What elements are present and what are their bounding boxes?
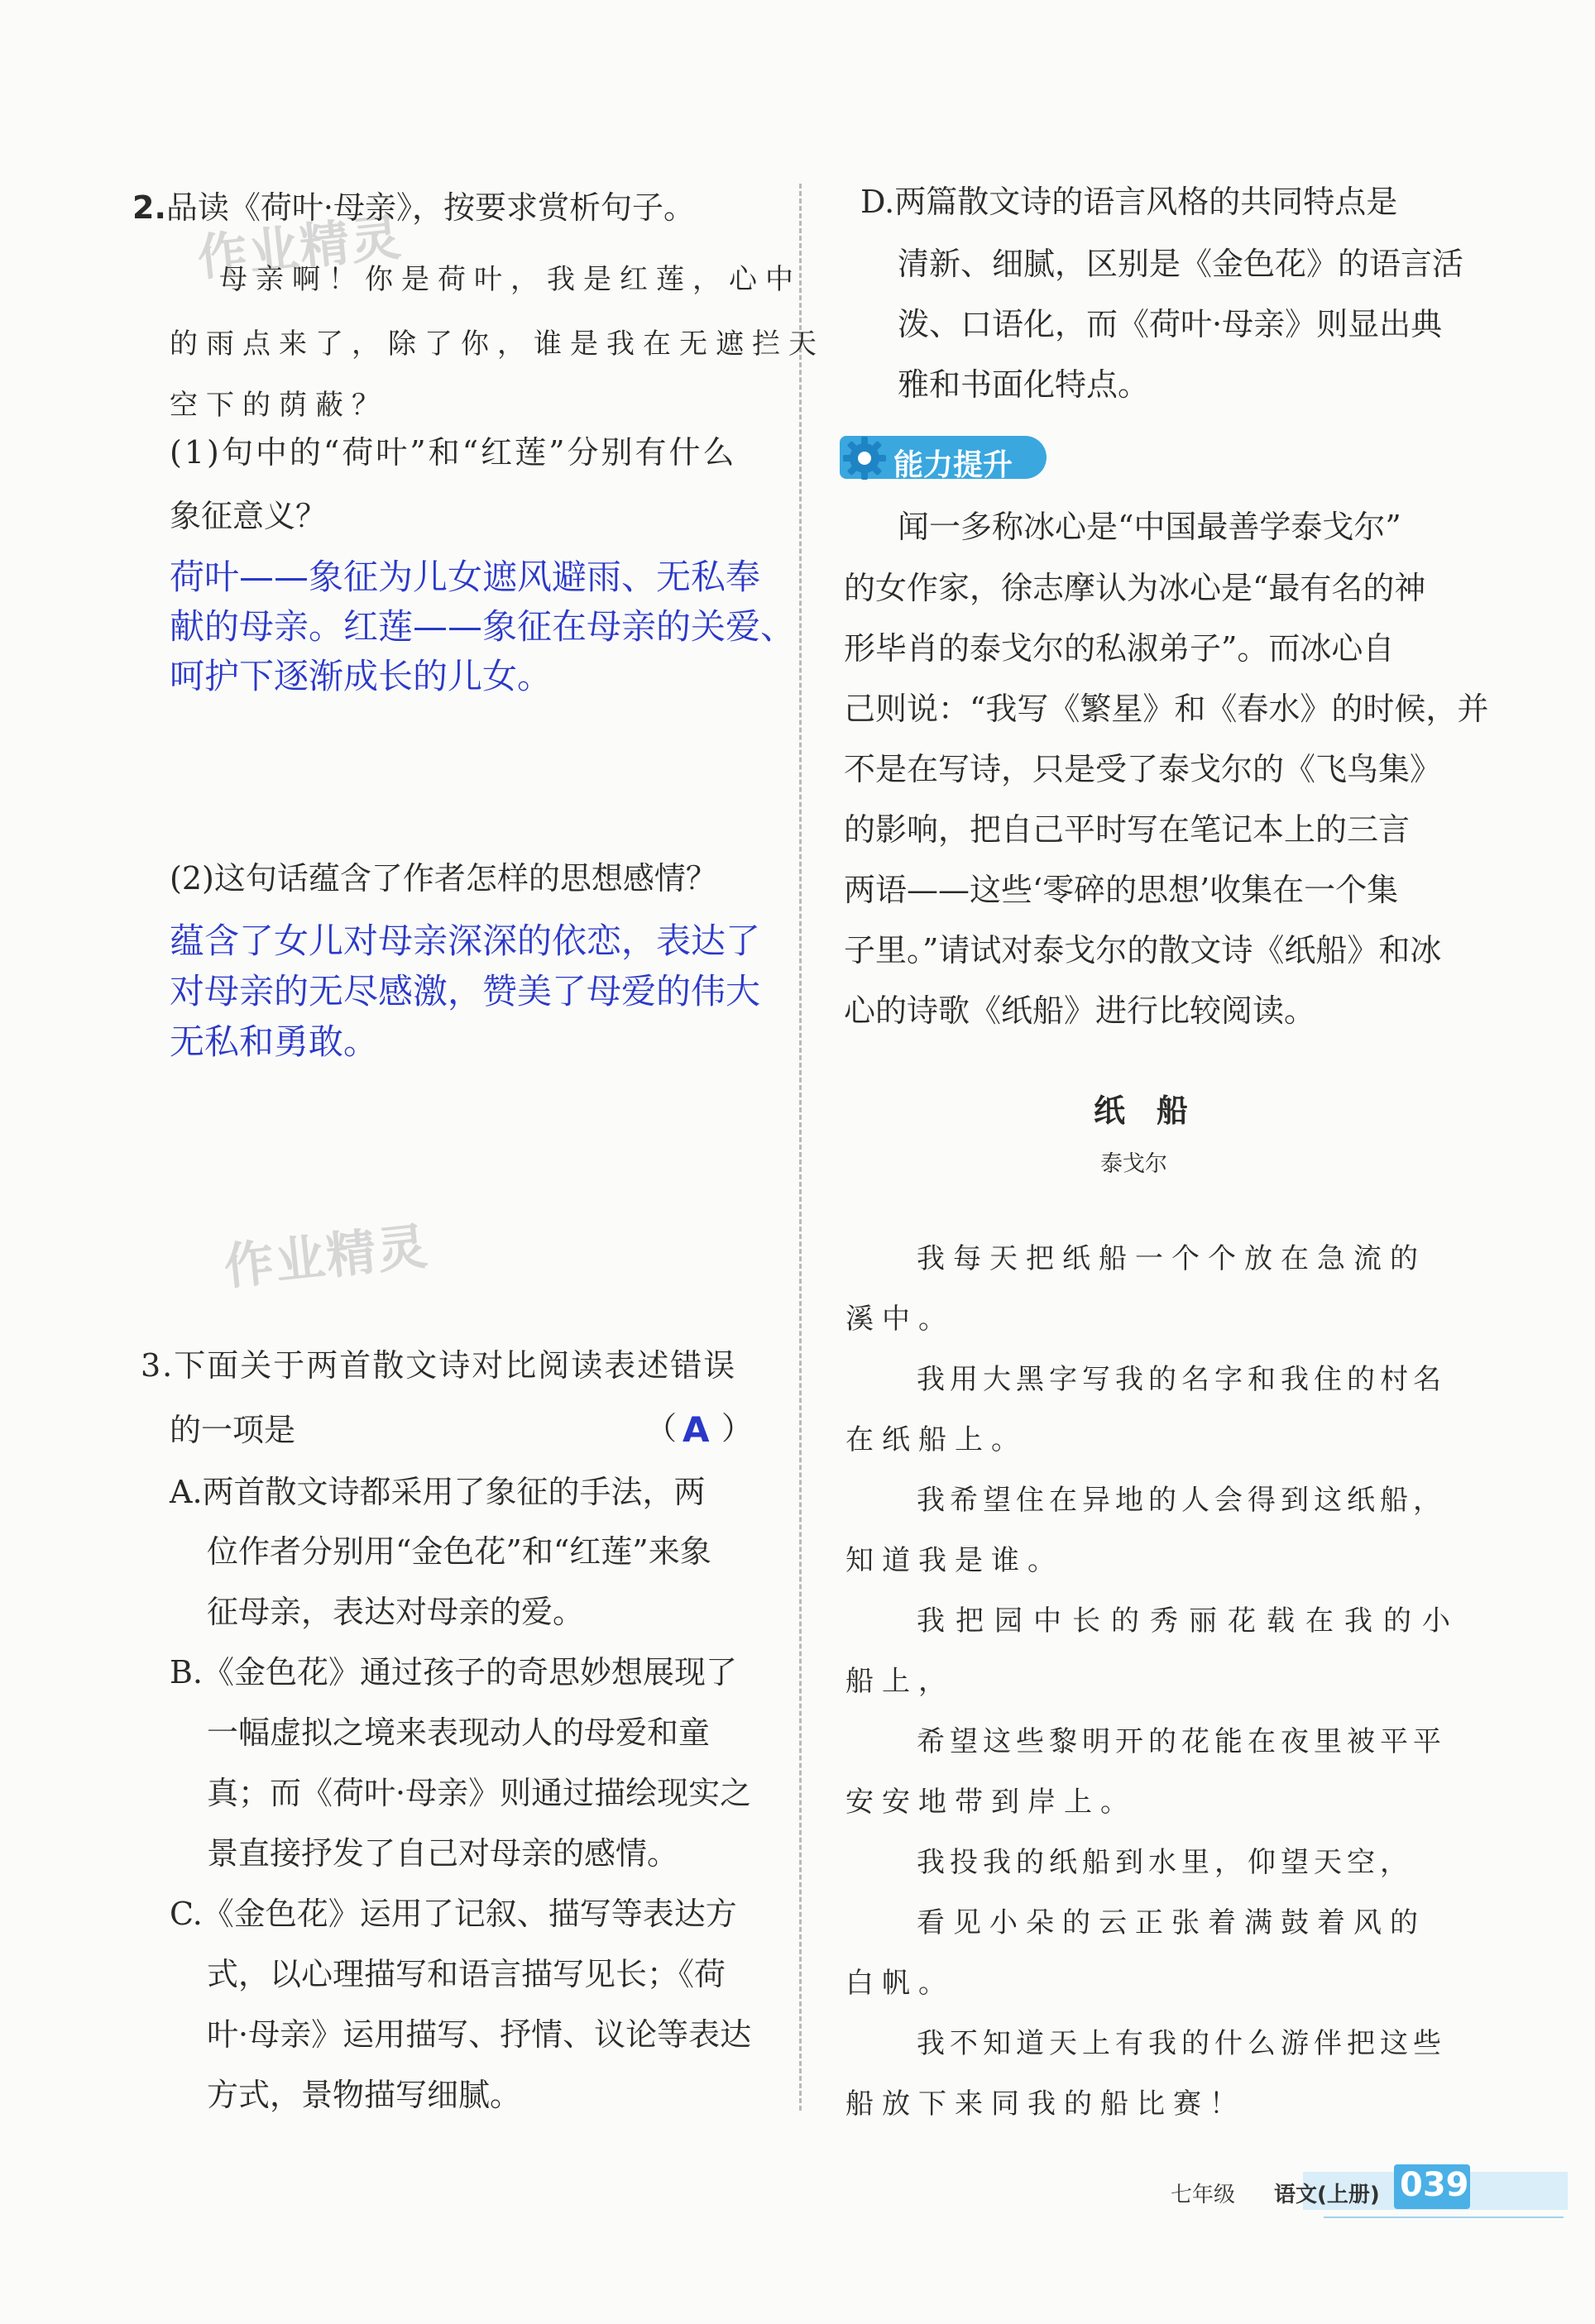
option-c-line-4: 方式，景物描写细腻。	[207, 2077, 522, 2113]
option-a-line-3: 征母亲，表达对母亲的爱。	[207, 1594, 585, 1630]
poem-line: 白帆。	[845, 1967, 955, 2000]
sub-question-2: (2)这句话蕴含了作者怎样的思想感情？	[170, 860, 717, 897]
intro-line-1: 闻一多称冰心是“中国最善学泰戈尔”	[898, 509, 1401, 545]
intro-line-6: 的影响，把自己平时写在笔记本上的三言	[844, 811, 1411, 848]
footer-line	[1324, 2216, 1564, 2218]
option-c-line-2: 式，以心理描写和语言描写见长；《荷	[207, 1956, 726, 1992]
option-c-line-3: 叶·母亲》运用描写、抒情、议论等表达	[207, 2016, 752, 2053]
question-3-line-2: 的一项是	[170, 1412, 296, 1448]
question-3-title: 3.下面关于两首散文诗对比阅读表述错误	[141, 1347, 737, 1384]
answer-paren-open: （	[645, 1410, 678, 1447]
poem-line: 我不知道天上有我的什么游伴把这些	[917, 2027, 1446, 2060]
poem-line: 知道我是谁。	[845, 1544, 1064, 1577]
poem-line: 我投我的纸船到水里，仰望天空，	[917, 1846, 1413, 1879]
section-badge-label: 能力提升	[893, 448, 1013, 482]
poem-line: 船上，	[845, 1665, 955, 1698]
option-b-line-2: 一幅虚拟之境来表现动人的母爱和童	[207, 1714, 711, 1751]
sub-question-1-line-1: (1)句中的“荷叶”和“红莲”分别有什么	[170, 434, 737, 471]
column-divider	[799, 184, 802, 2111]
answer-2-line-2: 对母亲的无尽感激，赞美了母爱的伟大	[170, 971, 761, 1011]
gear-icon	[841, 435, 888, 481]
option-d-line-3: 泼、口语化，而《荷叶·母亲》则显出典	[898, 306, 1443, 342]
poem-line: 希望这些黎明开的花能在夜里被平平	[917, 1725, 1446, 1758]
intro-line-2: 的女作家，徐志摩认为冰心是“最有名的神	[844, 570, 1426, 606]
intro-line-8: 子里。”请试对泰戈尔的散文诗《纸船》和冰	[844, 932, 1442, 968]
option-b-line-4: 景直接抒发了自己对母亲的感情。	[207, 1835, 679, 1872]
option-a-line-2: 位作者分别用“金色花”和“红莲”来象	[207, 1533, 711, 1570]
option-d-line-1: D.两篇散文诗的语言风格的共同特点是	[860, 184, 1398, 220]
poem-line: 溪中。	[845, 1303, 955, 1336]
quote-line-3: 空下的荫蔽？	[170, 389, 388, 422]
option-b-line-1: B.《金色花》通过孩子的奇思妙想展现了	[170, 1654, 738, 1690]
answer-2-line-1: 蕴含了女儿对母亲深深的依恋，表达了	[170, 921, 761, 961]
option-d-line-2: 清新、细腻，区别是《金色花》的语言活	[898, 246, 1464, 282]
option-d-line-4: 雅和书面化特点。	[898, 366, 1150, 403]
option-c-line-1: C.《金色花》运用了记叙、描写等表达方	[170, 1896, 737, 1932]
footer-grade: 七年级	[1171, 2183, 1236, 2207]
poem-line: 我把园中长的秀丽花载在我的小	[917, 1604, 1461, 1638]
quote-line-1: 母亲啊！你是荷叶，我是红莲，心中	[219, 263, 802, 296]
page-number: 039	[1400, 2166, 1469, 2204]
poem-author: 泰戈尔	[1100, 1151, 1167, 1177]
intro-line-5: 不是在写诗，只是受了泰戈尔的《飞鸟集》	[844, 751, 1442, 787]
intro-line-4: 己则说：“我写《繁星》和《春水》的时候，并	[844, 691, 1489, 727]
question-2-title-text: 品读《荷叶·母亲》，按要求赏析句子。	[165, 189, 695, 226]
intro-line-3: 形毕肖的泰戈尔的私淑弟子”。而冰心自	[844, 630, 1395, 667]
watermark: 作业精灵	[194, 208, 405, 288]
quote-line-2: 的雨点来了，除了你，谁是我在无遮拦天	[170, 328, 825, 361]
sub-question-1-line-2: 象征意义？	[170, 498, 328, 534]
answer-2-line-3: 无私和勇敢。	[170, 1021, 379, 1062]
poem-line: 船放下来同我的船比赛！	[845, 2087, 1246, 2121]
watermark: 作业精灵	[221, 1217, 432, 1297]
poem-title: 纸 船	[1094, 1093, 1189, 1129]
intro-line-7: 两语——这些‘零碎的思想’收集在一个集	[844, 872, 1399, 908]
poem-line: 我用大黑字写我的名字和我住的村名	[917, 1363, 1446, 1396]
poem-line: 在纸船上。	[845, 1423, 1027, 1456]
answer-1-line-1: 荷叶——象征为儿女遮风避雨、无私奉	[170, 557, 761, 597]
question-3-answer: A	[683, 1409, 710, 1450]
answer-1-line-3: 呵护下逐渐成长的儿女。	[170, 656, 553, 696]
poem-line: 我希望住在异地的人会得到这纸船，	[917, 1484, 1446, 1517]
answer-1-line-2: 献的母亲。红莲——象征在母亲的关爱、	[170, 606, 796, 647]
intro-line-9: 心的诗歌《纸船》进行比较阅读。	[844, 992, 1316, 1029]
option-b-line-3: 真；而《荷叶·母亲》则通过描绘现实之	[207, 1775, 752, 1811]
footer-subject: 语文(上册)	[1274, 2183, 1380, 2207]
question-2-title: 2.品读《荷叶·母亲》，按要求赏析句子。	[132, 189, 695, 226]
poem-line: 看见小朵的云正张着满鼓着风的	[917, 1906, 1426, 1939]
option-a-line-1: A.两首散文诗都采用了象征的手法，两	[170, 1474, 706, 1510]
answer-paren-close: ）	[721, 1410, 754, 1447]
poem-line: 安安地带到岸上。	[845, 1786, 1137, 1819]
poem-line: 我每天把纸船一个个放在急流的	[917, 1242, 1426, 1275]
